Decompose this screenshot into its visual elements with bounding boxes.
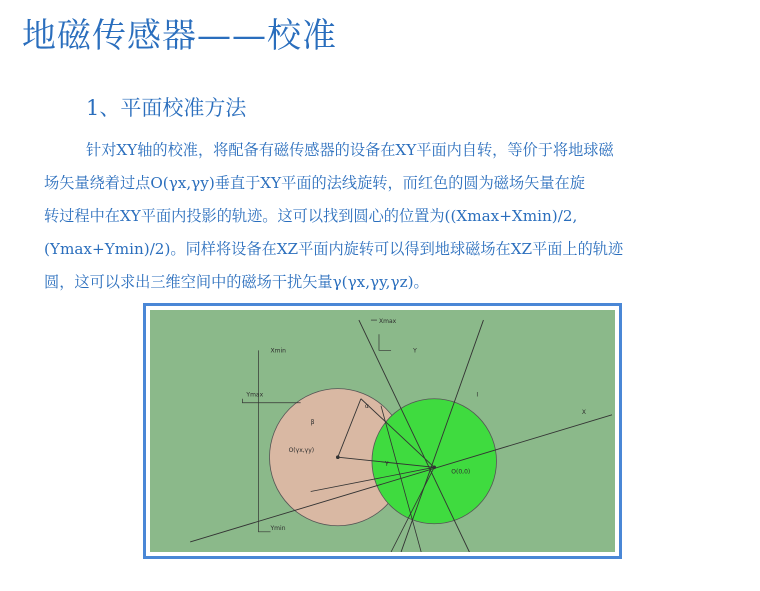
page-title: 地磁传感器——校准 [22,16,337,56]
o-vec-label: O(γx,γy) [288,447,315,455]
x-label: X [581,408,586,416]
beta-label: β [310,418,315,426]
section-heading: 1、平面校准方法 [86,96,247,120]
paragraph-line: 转过程中在XY平面内投影的轨迹。这可以找到圆心的位置为((Xmax+Xmin)/2, [44,207,578,225]
xmax-label: Xmax [378,318,397,326]
alpha-label: α [364,402,369,410]
paragraph-line: 场矢量绕着过点O(γx,γy)垂直于XY平面的法线旋转，而红色的圆为磁场矢量在旋 [44,174,585,192]
ymax-label: Ymax [246,391,264,399]
xmin-label: Xmin [270,347,286,355]
ymin-label: Ymin [270,524,286,532]
paragraph-line: (Ymax+Ymin)/2)。同样将设备在XZ平面内旋转可以得到地球磁场在XZ平面上的轨迹 [44,240,624,258]
calibration-figure [143,303,622,559]
paragraph-line: 圆，这可以求出三维空间中的磁场干扰矢量γ(γx,γy,γz)。 [44,273,429,291]
i-label: I [476,391,479,399]
earth-field-circle [372,399,497,524]
o-origin-label: O(0,0) [451,468,471,476]
gamma-label: γ [385,459,389,467]
origin-dot [432,465,436,469]
body-paragraph [44,134,724,299]
y-label: Y [413,347,417,355]
paragraph-line: 针对XY轴的校准，将配备有磁传感器的设备在XY平面内自转，等价于将地球磁 [86,141,614,159]
calibration-diagram [150,310,615,552]
center-dot [336,455,340,459]
